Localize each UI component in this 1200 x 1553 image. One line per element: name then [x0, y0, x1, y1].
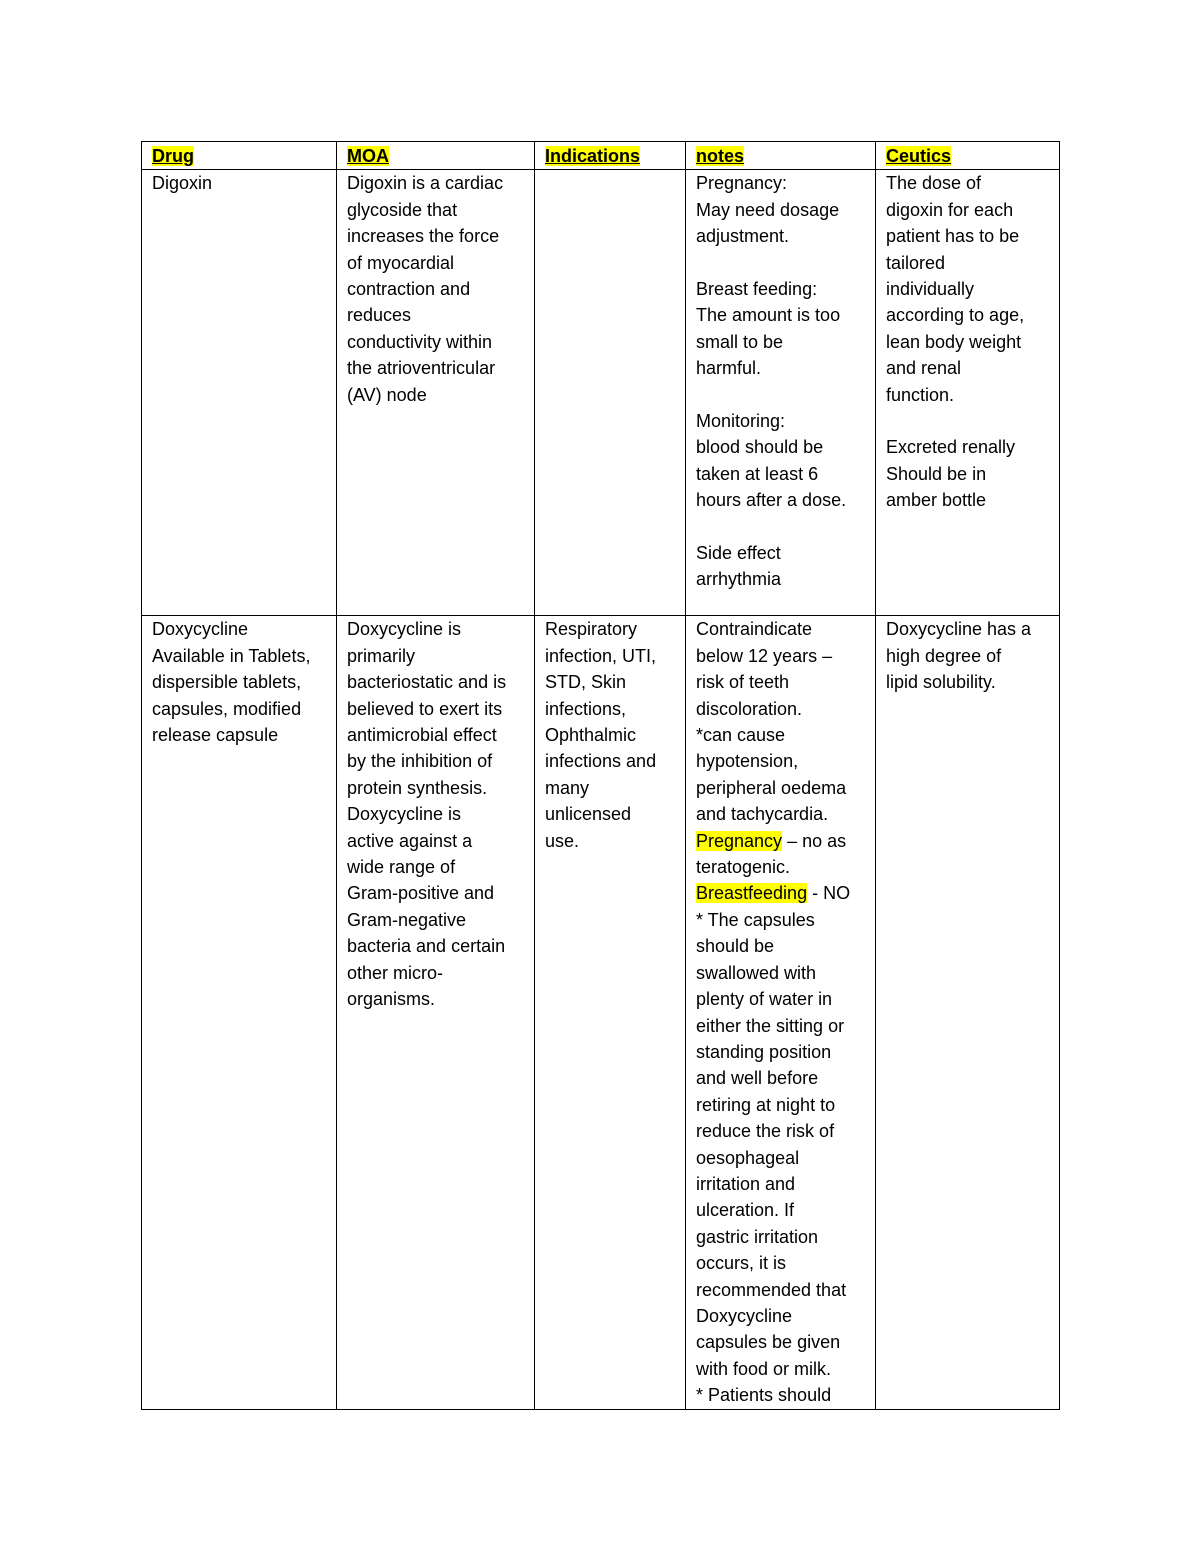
text-line: believed to exert its — [347, 698, 503, 719]
text-line: plenty of water in — [696, 989, 833, 1010]
text-line: peripheral oedema — [696, 777, 847, 798]
pregnancy-highlight: Pregnancy — [696, 830, 783, 851]
text-line: either the sitting or — [696, 1015, 845, 1036]
drug-table — [141, 141, 1060, 1410]
text-line: Monitoring: — [696, 411, 786, 432]
text-line: hours after a dose. — [696, 490, 847, 511]
text-line: high degree of — [886, 645, 1002, 666]
text-line: Digoxin — [152, 173, 213, 194]
text-line: primarily — [347, 645, 416, 666]
text-line: gastric irritation — [696, 1226, 819, 1247]
text-line: Doxycycline is — [347, 619, 462, 640]
text-line: small to be — [696, 331, 784, 352]
table-row-digoxin — [142, 170, 1060, 616]
notes-block-after — [696, 907, 869, 1409]
text-line: * Patients should — [696, 1385, 832, 1406]
text-line: reduces — [347, 305, 412, 326]
text-line: (AV) node — [347, 384, 427, 405]
text-line: Digoxin is a cardiac — [347, 173, 504, 194]
text-line: infections, — [545, 698, 627, 719]
text-line: Gram-positive and — [347, 883, 495, 904]
text-line: discoloration. — [696, 698, 803, 719]
cell-drug — [142, 616, 337, 1409]
text-line: glycoside that — [347, 199, 458, 220]
text-line: and well before — [696, 1068, 819, 1089]
cell-notes — [686, 616, 876, 1409]
breastfeeding-text: - NO — [807, 883, 851, 904]
cell-indications — [535, 616, 686, 1409]
text-line: reduce the risk of — [696, 1121, 835, 1142]
text-line: Doxycycline — [696, 1305, 793, 1326]
text-line: oesophageal — [696, 1147, 800, 1168]
header-drug: Drug — [142, 142, 337, 170]
text-line: infections and — [545, 751, 657, 772]
text-line: should be — [696, 936, 775, 957]
text-line: Breast feeding: — [696, 279, 818, 300]
text-line: Doxycycline is — [347, 804, 462, 825]
text-line: patient has to be — [886, 226, 1020, 247]
text-line: bacteriostatic and is — [347, 672, 507, 693]
text-line: occurs, it is — [696, 1253, 787, 1274]
text-line — [696, 250, 869, 276]
text-line: The amount is too — [696, 305, 841, 326]
text-line: individually — [886, 279, 975, 300]
text-line: retiring at night to — [696, 1094, 836, 1115]
text-line — [886, 408, 1053, 434]
text-line: Should be in — [886, 463, 987, 484]
text-line: teratogenic. — [696, 857, 791, 878]
text-line: increases the force — [347, 226, 500, 247]
text-line: risk of teeth — [696, 672, 790, 693]
notes-breastfeeding-line — [696, 880, 869, 906]
text-line: arrhythmia — [696, 569, 782, 590]
header-row — [142, 142, 1060, 170]
cell-moa — [337, 170, 535, 616]
text-line: bacteria and certain — [347, 936, 506, 957]
text-line: Gram-negative — [347, 909, 467, 930]
text-line: *can cause — [696, 725, 786, 746]
text-line: with food or milk. — [696, 1358, 832, 1379]
text-line: dispersible tablets, — [152, 672, 302, 693]
breastfeeding-highlight: Breastfeeding — [696, 883, 808, 904]
text-line: lipid solubility. — [886, 672, 996, 693]
text-line: Pregnancy: — [696, 173, 788, 194]
text-line: ulceration. If — [696, 1200, 795, 1221]
text-line: capsules be given — [696, 1332, 841, 1353]
text-line: protein synthesis. — [347, 777, 488, 798]
text-line: capsules, modified — [152, 698, 302, 719]
header-ceutics: Ceutics — [876, 142, 1060, 170]
cell-ceutics — [876, 170, 1060, 616]
text-line: recommended that — [696, 1279, 847, 1300]
cell-indications — [535, 170, 686, 616]
pregnancy-text: – no as — [782, 830, 847, 851]
header-moa: MOA — [337, 142, 535, 170]
text-line: Contraindicate — [696, 619, 813, 640]
cell-ceutics — [876, 616, 1060, 1409]
text-line: Side effect — [696, 543, 781, 564]
text-line: unlicensed — [545, 804, 632, 825]
text-line: use. — [545, 830, 580, 851]
text-line: other micro- — [347, 962, 444, 983]
cell-drug — [142, 170, 337, 616]
text-line: Ophthalmic — [545, 725, 637, 746]
text-line: and tachycardia. — [696, 804, 829, 825]
text-line: contraction and — [347, 279, 471, 300]
text-line: The dose of — [886, 173, 982, 194]
text-line: of myocardial — [347, 252, 455, 273]
notes-block-mid — [696, 854, 869, 880]
text-line: organisms. — [347, 989, 436, 1010]
text-line: wide range of — [347, 857, 456, 878]
text-line: the atrioventricular — [347, 358, 496, 379]
text-line: harmful. — [696, 358, 762, 379]
text-line: hypotension, — [696, 751, 799, 772]
text-line: blood should be — [696, 437, 824, 458]
text-line: digoxin for each — [886, 199, 1014, 220]
text-line: * The capsules — [696, 909, 815, 930]
text-line — [696, 514, 869, 540]
text-line: May need dosage — [696, 199, 840, 220]
text-line: amber bottle — [886, 490, 987, 511]
text-line: below 12 years – — [696, 645, 833, 666]
text-line: conductivity within — [347, 331, 493, 352]
text-line: many — [545, 777, 590, 798]
header-indications: Indications — [535, 142, 686, 170]
text-line: function. — [886, 384, 955, 405]
text-line: taken at least 6 — [696, 463, 819, 484]
text-line: release capsule — [152, 725, 279, 746]
text-line: Doxycycline — [152, 619, 249, 640]
text-line: swallowed with — [696, 962, 817, 983]
text-line — [696, 382, 869, 408]
text-line: Excreted renally — [886, 437, 1016, 458]
text-line: and renal — [886, 358, 962, 379]
text-line: Respiratory — [545, 619, 638, 640]
text-line: adjustment. — [696, 226, 790, 247]
text-line: active against a — [347, 830, 473, 851]
text-line: irritation and — [696, 1173, 796, 1194]
text-line: lean body weight — [886, 331, 1022, 352]
table-row-doxycycline — [142, 616, 1060, 1409]
text-line: according to age, — [886, 305, 1025, 326]
text-line: antimicrobial effect — [347, 725, 497, 746]
text-line: by the inhibition of — [347, 751, 493, 772]
notes-block-before — [696, 616, 869, 827]
notes-pregnancy-line — [696, 828, 869, 854]
text-line: tailored — [886, 252, 946, 273]
text-line: Doxycycline has a — [886, 619, 1032, 640]
cell-notes — [686, 170, 876, 616]
cell-moa — [337, 616, 535, 1409]
text-line: Available in Tablets, — [152, 645, 311, 666]
header-notes: notes — [686, 142, 876, 170]
text-line: standing position — [696, 1041, 832, 1062]
text-line: STD, Skin — [545, 672, 627, 693]
text-line: infection, UTI, — [545, 645, 657, 666]
